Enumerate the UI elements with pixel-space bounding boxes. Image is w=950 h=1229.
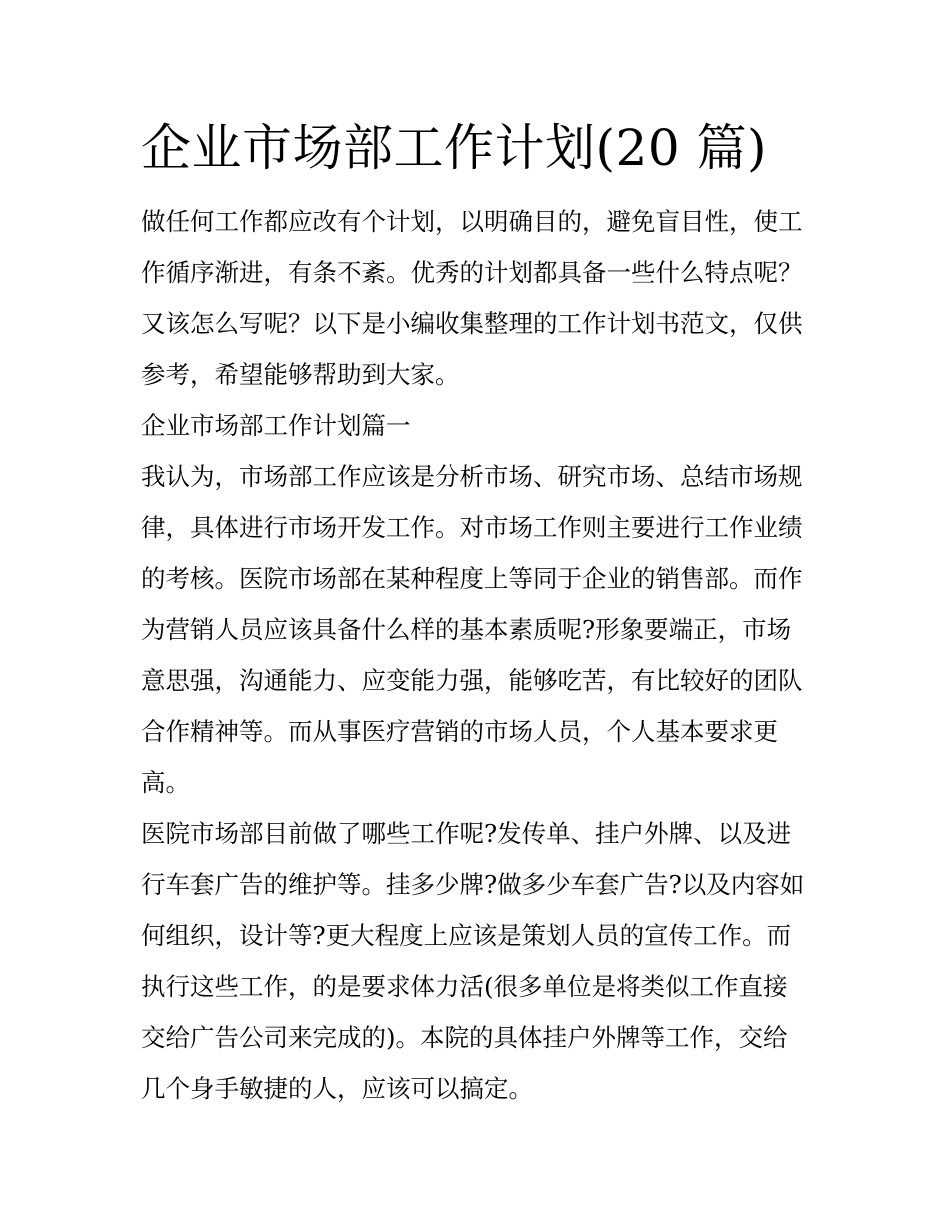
paragraph-line-18: 几个身手敏捷的人，应该可以搞定。 <box>141 1074 533 1103</box>
paragraph-line-4: 参考，希望能够帮助到大家。 <box>141 360 460 389</box>
paragraph-line-7: 律，具体进行市场开发工作。对市场工作则主要进行工作业绩 <box>141 513 803 542</box>
paragraph-line-17: 交给广告公司来完成的)。本院的具体挂户外牌等工作，交给 <box>141 1023 788 1052</box>
paragraph-line-3: 又该怎么写呢？以下是小编收集整理的工作计划书范文，仅供 <box>141 309 803 338</box>
paragraph-line-12: 高。 <box>141 768 190 797</box>
paragraph-line-11: 合作精神等。而从事医疗营销的市场人员，个人基本要求更 <box>141 717 778 746</box>
paragraph-line-1: 做任何工作都应改有个计划，以明确目的，避免盲目性，使工 <box>141 207 803 236</box>
paragraph-line-6: 我认为，市场部工作应该是分析市场、研究市场、总结市场规 <box>141 462 803 491</box>
paragraph-line-13: 医院市场部目前做了哪些工作呢?发传单、挂户外牌、以及进 <box>141 819 792 848</box>
paragraph-line-2: 作循序渐进，有条不紊。优秀的计划都具备一些什么特点呢？ <box>141 258 803 287</box>
paragraph-line-8: 的考核。医院市场部在某种程度上等同于企业的销售部。而作 <box>141 564 803 593</box>
paragraph-line-15: 何组织，设计等?更大程度上应该是策划人员的宣传工作。而 <box>141 921 792 950</box>
paragraph-line-14: 行车套广告的维护等。挂多少牌?做多少车套广告?以及内容如 <box>141 870 805 899</box>
section-heading: 企业市场部工作计划篇一 <box>141 411 411 440</box>
document-title: 企业市场部工作计划(20 篇) <box>141 119 768 177</box>
paragraph-line-9: 为营销人员应该具备什么样的基本素质呢?形象要端正，市场 <box>141 615 792 644</box>
paragraph-line-16: 执行这些工作，的是要求体力活(很多单位是将类似工作直接 <box>141 972 788 1001</box>
paragraph-line-10: 意思强，沟通能力、应变能力强，能够吃苦，有比较好的团队 <box>141 666 803 695</box>
